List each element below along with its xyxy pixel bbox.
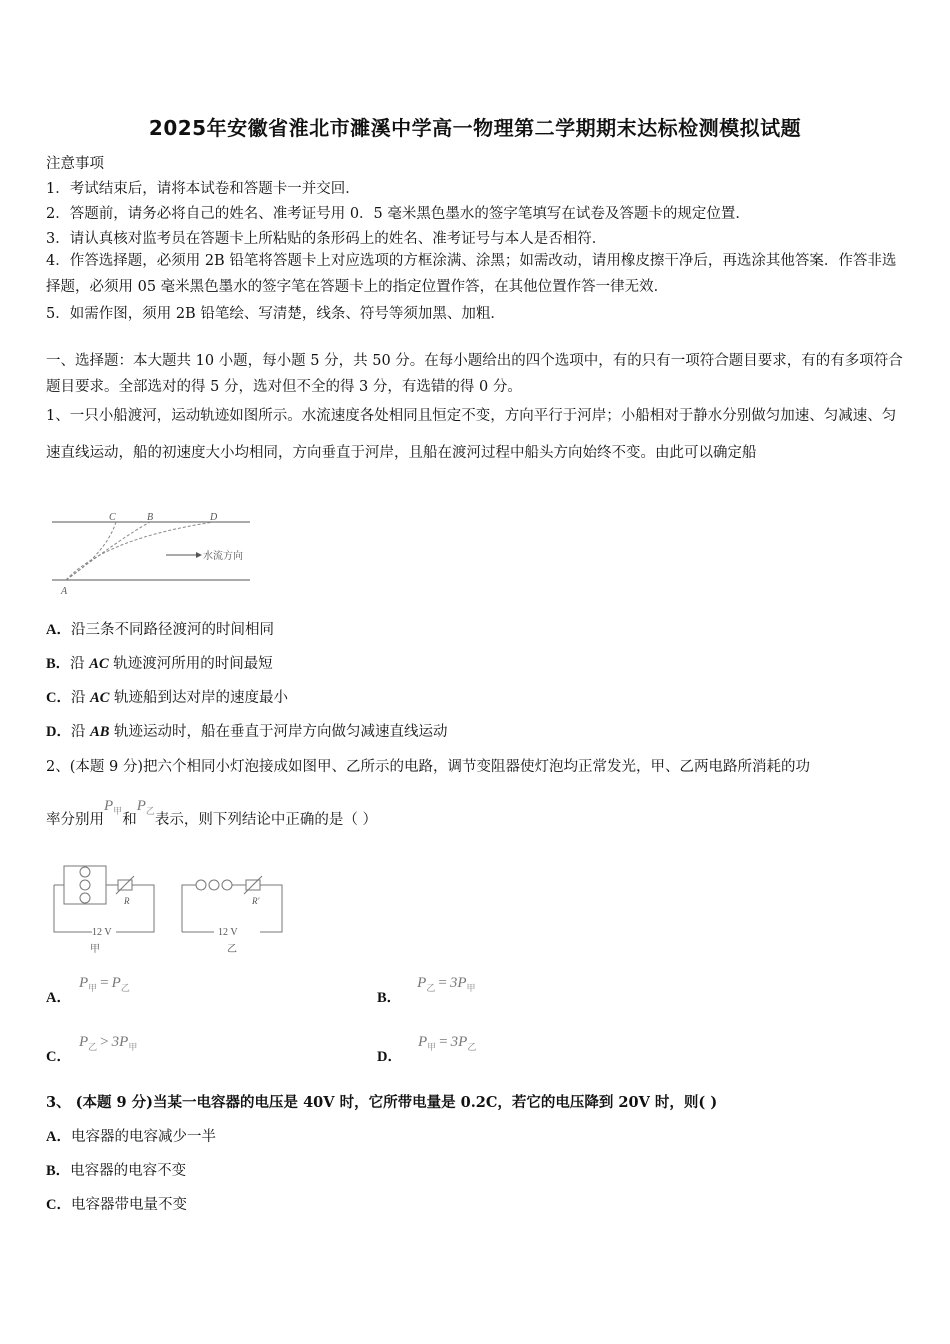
circuit-jia <box>54 866 154 932</box>
q2-option-a[interactable] <box>46 975 130 1007</box>
notice-item-3: 3．请认真核对监考员在答题卡上所粘贴的条形码上的姓名、准考证号与本人是否相符． <box>46 231 607 247</box>
q1-option-c[interactable] <box>46 686 288 707</box>
path-ad <box>66 522 214 580</box>
option-text-post: 轨迹船到达对岸的速度最小 <box>109 690 289 706</box>
option-letter: A． <box>46 1129 71 1145</box>
option-em: AC <box>89 656 109 672</box>
option-letter: A． <box>46 990 71 1006</box>
option-formula: $P_乙 > 3P_甲$ <box>78 1034 138 1052</box>
resistor-r-label: R <box>124 896 130 906</box>
option-text: 沿三条不同路径渡河的时间相同 <box>70 622 274 638</box>
option-text: 沿 <box>70 656 90 672</box>
label-b: B <box>147 512 154 523</box>
notice-item-5: 5．如需作图，须用 2B 铅笔绘、写清楚，线条、符号等须加黑、加粗． <box>46 306 505 322</box>
question-3-stem: 3、 (本题 9 分)当某一电容器的电压是 40V 时，它所带电量是 0.2C，若它的电压降到 20V 时，则( ) <box>46 1094 718 1111</box>
flow-arrow-icon <box>196 552 202 558</box>
stem-text: 率分别用 <box>46 812 104 828</box>
q1-option-a[interactable] <box>46 618 274 639</box>
option-letter: A． <box>46 622 71 638</box>
resistor-r-prime-label: R′ <box>252 896 260 906</box>
option-text: 沿 <box>70 724 91 740</box>
option-text: 沿 <box>70 690 91 706</box>
label-d: D <box>210 512 218 523</box>
circuit-jia-label: 甲 <box>90 944 100 955</box>
question-1-stem: 1、一只小船渡河，运动轨迹如图所示。水流速度各处相同且恒定不变，方向平行于河岸；小船相对于静水分别做匀加速、匀减速、匀速直线运动，船的初速度大小均相同，方向垂直于河岸，且船在渡河过程中船头方向始终不变。由此可以确定船 <box>46 408 897 461</box>
voltage-jia-label: 12 V <box>92 927 112 938</box>
option-text: 电容器带电量不变 <box>70 1197 187 1213</box>
q1-option-d[interactable] <box>46 720 448 741</box>
section-intro: 一、选择题：本大题共 10 小题，每小题 5 分，共 50 分。在每小题给出的四个选项中，有的只有一项符合题目要求，有的有多项符合题目要求。全部选对的得 5 分，选对但不全的得 3 分，有选错的得 0 分。 <box>46 353 903 395</box>
p-jia-symbol: $P_甲$ <box>104 798 123 816</box>
option-text: 电容器的电容不变 <box>70 1163 187 1179</box>
option-letter: C． <box>46 690 71 706</box>
option-letter: C． <box>46 1049 71 1065</box>
flow-direction-label: 水流方向 <box>203 551 243 562</box>
river-crossing-figure <box>46 508 256 598</box>
p-yi-symbol: $P_乙$ <box>136 798 155 816</box>
label-a: A <box>61 586 68 597</box>
notice-item-1: 1．考试结束后，请将本试卷和答题卡一并交回． <box>46 181 360 197</box>
option-em: AB <box>90 724 110 740</box>
page-title: 2025年安徽省淮北市濉溪中学高一物理第二学期期末达标检测模拟试题 <box>148 116 802 140</box>
q3-option-a[interactable] <box>46 1125 216 1146</box>
notice-item-4: 4．作答选择题，必须用 2B 铅笔将答题卡上对应选项的方框涂满、涂黑；如需改动，请用橡皮擦干净后，再选涂其他答案．作答非选择题，必须用 05 毫米黑色墨水的签字笔在答题卡上的指定位置作答，在其他位置作答一律无效． <box>46 253 897 295</box>
circuit-yi <box>182 876 282 932</box>
notice-item-2: 2．答题前，请务必将自己的姓名、准考证号用 0．5 毫米黑色墨水的签字笔填写在试卷及答题卡的规定位置． <box>46 206 750 222</box>
q2-option-d[interactable] <box>377 1034 476 1066</box>
option-letter: C． <box>46 1197 71 1213</box>
notice-heading: 注意事项 <box>46 156 104 172</box>
option-text: 电容器的电容减少一半 <box>70 1129 216 1145</box>
option-letter: D． <box>377 1049 402 1065</box>
stem-text-and: 和 <box>122 812 137 828</box>
stem-text-post: 表示，则下列结论中正确的是（ ） <box>154 812 377 828</box>
q2-option-c[interactable] <box>46 1034 137 1066</box>
voltage-yi-label: 12 V <box>218 927 238 938</box>
option-letter: D． <box>46 724 71 740</box>
option-formula: $P_乙 = 3P_甲$ <box>417 975 476 993</box>
option-letter: B． <box>46 656 71 672</box>
option-text-post: 轨迹运动时，船在垂直于河岸方向做匀减速直线运动 <box>109 724 448 740</box>
option-text-post: 轨迹渡河所用的时间最短 <box>108 656 273 672</box>
option-em: AC <box>90 690 110 706</box>
question-2-stem-line2 <box>46 798 377 829</box>
option-letter: B． <box>377 990 402 1006</box>
option-formula: $P_甲 = P_乙$ <box>78 975 130 993</box>
q3-option-b[interactable] <box>46 1159 186 1180</box>
circuit-yi-label: 乙 <box>227 944 237 955</box>
q1-option-b[interactable] <box>46 652 273 673</box>
label-c: C <box>109 512 116 523</box>
option-formula: $P_甲 = 3P_乙$ <box>417 1034 477 1052</box>
question-2-stem-line1: 2、(本题 9 分)把六个相同小灯泡接成如图甲、乙所示的电路，调节变阻器使灯泡均正常发光，甲、乙两电路所消耗的功 <box>46 759 810 775</box>
q2-option-b[interactable] <box>377 975 476 1007</box>
q3-option-c[interactable] <box>46 1193 187 1214</box>
option-letter: B． <box>46 1163 71 1179</box>
circuit-figure <box>46 860 296 960</box>
